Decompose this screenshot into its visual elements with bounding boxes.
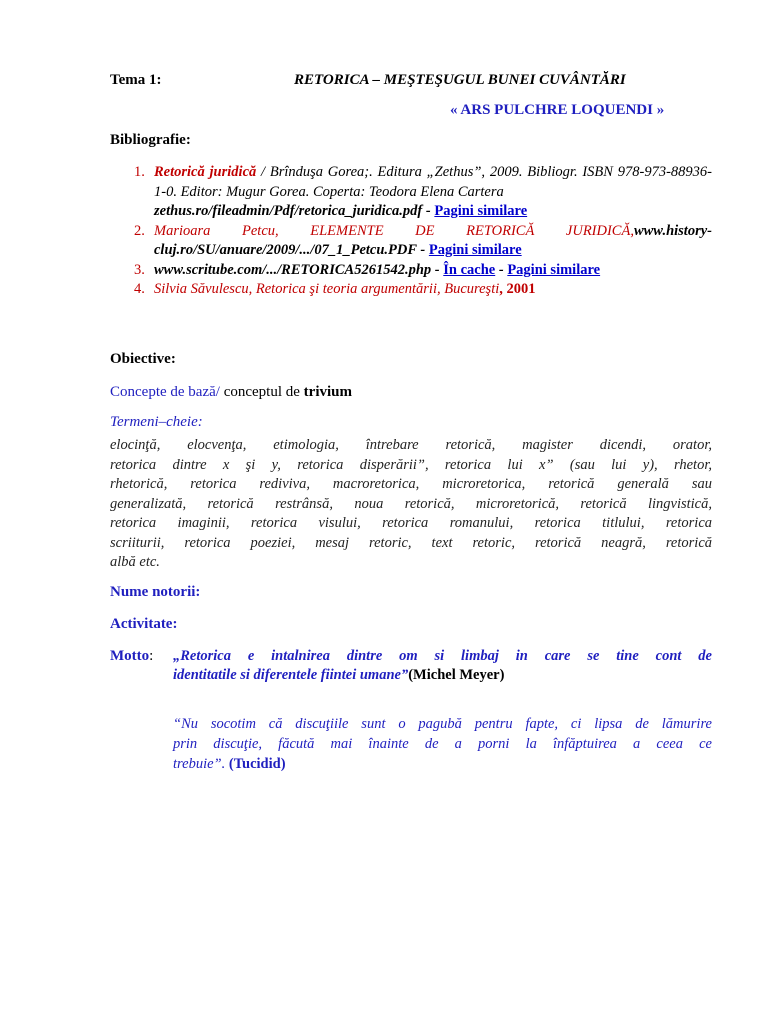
motto-author: (Michel Meyer) bbox=[408, 667, 505, 683]
similar-pages-link[interactable]: Pagini similare bbox=[507, 261, 601, 278]
motto-colon: : bbox=[149, 648, 154, 664]
keywords-line: rhetorică, retorica rediviva, macroretorica, microretorica, retorică generală sau bbox=[110, 476, 712, 492]
separator: - bbox=[495, 261, 508, 278]
concepts-line bbox=[110, 384, 352, 401]
concepts-label: Concepte de bază/ bbox=[110, 384, 220, 400]
similar-pages-link[interactable]: Pagini similare bbox=[428, 242, 522, 258]
bibliography-item bbox=[130, 163, 712, 222]
keywords-line: retorica dintre x şi y, retorica disperării”, retorica lui x” (sau lui y), rhetor, bbox=[110, 456, 712, 473]
keywords-heading: Termeni–cheie: bbox=[110, 414, 203, 430]
second-quote-line: “Nu socotim că discuţiile sunt o pagubă pentru fapte, ci lipsa de lămurire bbox=[173, 716, 712, 732]
separator: - bbox=[422, 203, 435, 219]
book-details: / Brînduşa Gorea;. Editura „Zethus”, 2009. Bibliogr. ISBN 978-973-88936-1-0. Editor: Mugur Gorea. Coperta: Teodora Elena Cartera bbox=[154, 164, 712, 200]
famous-names-heading: Nume notorii: bbox=[110, 584, 201, 600]
keywords-line: generalizată, retorică restrânsă, noua retorică, microretorică, retorică lingvistică, bbox=[110, 495, 712, 512]
list-number: 2. bbox=[134, 222, 145, 239]
separator: - bbox=[431, 261, 444, 278]
motto-quote-line: „Retorica e intalnirea dintre om si limbaj in care se tine cont de bbox=[173, 648, 712, 664]
motto-quote-line bbox=[173, 667, 504, 684]
author-and-title: Silvia Săvulescu, Retorica şi teoria argumentării, Bucureşti bbox=[154, 281, 500, 297]
keywords-line: albă etc. bbox=[110, 554, 160, 570]
source-url[interactable]: www.scritube.com/.../RETORICA5261542.php bbox=[154, 261, 432, 278]
motto-quote-text: identitatile si diferentele fiintei umane” bbox=[173, 667, 409, 683]
cache-link[interactable]: În cache bbox=[443, 261, 496, 278]
second-quote-text: trebuie”. bbox=[173, 756, 226, 772]
list-number: 4. bbox=[134, 281, 145, 297]
concepts-text: conceptul de bbox=[219, 384, 304, 400]
trivium-term: trivium bbox=[303, 384, 352, 400]
separator: - bbox=[416, 242, 429, 258]
keywords-paragraph bbox=[110, 436, 712, 573]
motto-label: Motto bbox=[110, 648, 150, 664]
list-number: 3. bbox=[134, 261, 145, 278]
keywords-line: retorica imaginii, retorica visului, retorica romanului, retorica titlului, retorica bbox=[110, 515, 712, 531]
source-url-continued[interactable]: cluj.ro/SU/anuare/2009/.../07_1_Petcu.PDF bbox=[154, 242, 417, 258]
second-quote-line: prin discuţie, făcută mai înainte de a porni la înfăptuirea a ceea ce bbox=[173, 736, 712, 752]
tema-label: Tema 1: bbox=[110, 72, 162, 88]
document-title: RETORICA – MEŞTEŞUGUL BUNEI CUVÂNTĂRI bbox=[294, 72, 626, 88]
document-subtitle: « ARS PULCHRE LOQUENDI » bbox=[450, 102, 665, 118]
book-title: Retorică juridică bbox=[154, 164, 257, 180]
source-url[interactable]: zethus.ro/fileadmin/Pdf/retorica_juridica.pdf bbox=[154, 203, 423, 219]
source-url[interactable]: www.history- bbox=[633, 222, 712, 239]
objectives-heading: Obiective: bbox=[110, 351, 176, 367]
second-quote-author: (Tucidid) bbox=[225, 756, 286, 772]
bibliography-list bbox=[130, 163, 712, 300]
similar-pages-link[interactable]: Pagini similare bbox=[434, 203, 528, 219]
bibliography-heading: Bibliografie: bbox=[110, 132, 191, 148]
second-quote-line bbox=[173, 756, 286, 773]
activity-heading: Activitate: bbox=[110, 616, 178, 632]
bibliography-item bbox=[130, 261, 712, 281]
publication-year: , 2001 bbox=[499, 281, 536, 297]
author-and-title: Marioara Petcu, ELEMENTE DE RETORICĂ JURIDICĂ, bbox=[154, 222, 634, 239]
list-number: 1. bbox=[134, 164, 145, 180]
keywords-line: elocinţă, elocvenţa, etimologia, întrebare retorică, magister dicendi, orator, bbox=[110, 437, 712, 453]
bibliography-item bbox=[130, 222, 712, 261]
motto-label-line bbox=[110, 648, 153, 665]
keywords-line: scriiturii, retorica poeziei, mesaj retoric, text retoric, retorică neagră, retorică bbox=[110, 534, 712, 551]
bibliography-item bbox=[130, 280, 712, 300]
